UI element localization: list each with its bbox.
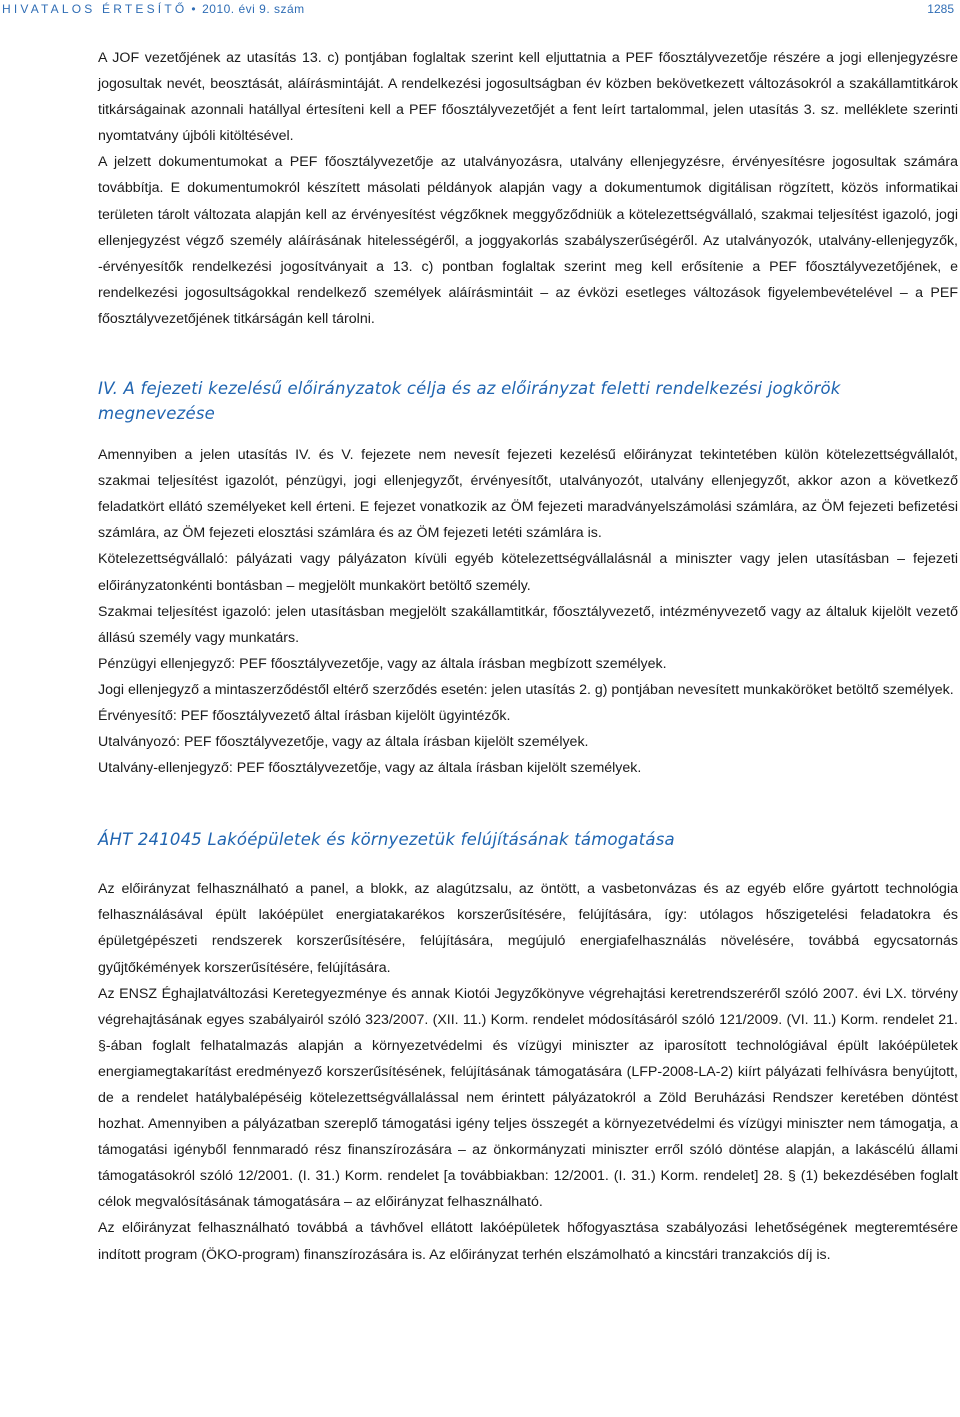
page-number: 1285 [927, 2, 954, 16]
definition-ervenyesito: Érvényesítő: PEF főosztályvezető által írásban kijelölt ügyintézők. [98, 707, 511, 724]
issue-label: 2010. évi 9. szám [202, 2, 305, 16]
header-left [2, 2, 305, 16]
definition-utalvanyozo: Utalványozó: PEF főosztályvezetője, vagy az általa írásban kijelölt személyek. [98, 734, 589, 751]
definition-penzugyi-ellenjegyzo: Pénzügyi ellenjegyző: PEF főosztályvezetője, vagy az általa írásban megbízott személyek. [98, 655, 667, 672]
running-header [0, 0, 960, 24]
section-iv-heading: IV. A fejezeti kezelésű előirányzatok célja és az előirányzat feletti rendelkezési jogkörök megnevezése [98, 379, 841, 424]
page-body [98, 45, 958, 1268]
separator-bullet: • [191, 2, 197, 16]
section-aht-heading: ÁHT 241045 Lakóépületek és környezetük felújításának támogatása [98, 830, 675, 850]
definition-jogi-ellenjegyzo: Jogi ellenjegyző a mintaszerződéstől eltérő szerződés esetén: jelen utasítás 2. g) pontjában nevesített munkaköröket betöltő személyek. [98, 681, 954, 698]
journal-title: HIVATALOS ÉRTESÍTŐ [2, 2, 188, 16]
intro-paragraph-2: A jelzett dokumentumokat a PEF főosztályvezetője az utalványozásra, utalvány ellenjegyzésre, érvényesítésre jogosultak számára továbbítja. E dokumentumokról készített másolati példányok alapján vagy a dokumentumok digitálisan rögzített, közös informatikai területen tárolt változata alapján kell az érvényesítést végzőknek meggyőződniük a kötelezettségvállaló, szakmai teljesítést igazoló, jogi ellenjegyzést végző személy aláírásának hitelességéről, a joggyakorlás szabályszerűségéről. Az utalványozók, utalvány-ellenjegyzők, -érvényesítők rendelkezési jogosítványait a 13. c) pontban foglaltak szerint meg kell erősítenie a PEF főosztályvezetőjének, e rendelkezési jogosultságokkal rendelkező személyek aláírásmintáit – az évközi esetleges változások figyelembevételével – a PEF főosztályvezetőjének titkárságán kell tárolni. [98, 154, 958, 327]
definition-utalvany-ellenjegyzo: Utalvány-ellenjegyző: PEF főosztályvezetője, vagy az általa írásban kijelölt személyek. [98, 760, 642, 777]
definition-szakmai-igazolo: Szakmai teljesítést igazoló: jelen utasításban megjelölt szakállamtitkár, főosztályvezető, intézményvezető vagy az általuk kijelölt vezető állású személy vagy munkatárs. [98, 603, 958, 646]
aht-paragraph-1: Az előirányzat felhasználható a panel, a blokk, az alagútzsalu, az öntött, a vasbetonvázas és az egyéb előre gyártott technológia felhasználásával épült lakóépület energiatakarékos korszerűsítésére, felújítására, így: utólagos hőszigetelési feladatokra és épületgépészeti rendszerek korszerűsítésére, felújítására, megújuló energiafelhasználás növelésére, továbbá egycsatornás gyűjtőkémények korszerűsítésére, felújítására. [98, 881, 958, 976]
intro-paragraph-1: A JOF vezetőjének az utasítás 13. c) pontjában foglaltak szerint kell eljuttatnia a PEF főosztályvezetője részére a jogi ellenjegyzésre jogosultak nevét, beosztását, aláírásmintáját. A rendelkezési jogosultságban év közben bekövetkezett változásokról a szakállamtitkárok titkárságainak azonnali hatállyal értesíteni kell a PEF főosztályvezetőjét a fent leírt tartalommal, jelen utasítás 3. sz. melléklete szerinti nyomtatvány újbóli kitöltésével. [98, 50, 958, 145]
definition-kotelezettsegvallalo: Kötelezettségvállaló: pályázati vagy pályázaton kívüli egyéb kötelezettségvállalásnál a miniszter vagy jelen utasításban – fejezeti előirányzatonkénti bontásban – megjelölt munkakört betöltő személy. [98, 551, 958, 594]
section-iv-paragraph: Amennyiben a jelen utasítás IV. és V. fejezete nem nevesít fejezeti kezelésű előirányzat tekintetében külön kötelezettségvállalót, szakmai teljesítést igazolót, pénzügyi, jogi ellenjegyzőt, érvényesítőt, utalványozót, utalvány ellenjegyzőt, akkor azon a következő feladatkört ellátó személyeket kell érteni. E fejezet vonatkozik az ÖM fejezeti maradványelszámolási számlára, az ÖM fejezeti befizetési számlára, az ÖM fejezeti elosztási számlára és az ÖM fejezeti letéti számlára is. [98, 447, 958, 542]
aht-paragraph-3: Az előirányzat felhasználható továbbá a távhővel ellátott lakóépületek hőfogyasztása szabályozási lehetőségének megteremtésére indított program (ÖKO-program) finanszírozására is. Az előirányzat terhén elszámolható a kincstári tranzakciós díj is. [98, 1220, 958, 1263]
aht-paragraph-2: Az ENSZ Éghajlatváltozási Keretegyezménye és annak Kiotói Jegyzőkönyve végrehajtási keretrendszeréről szóló 2007. évi LX. törvény végrehajtásának egyes szabályairól szóló 323/2007. (XII. 11.) Korm. rendelet módosításáról szóló 121/2009. (VI. 11.) Korm. rendelet 21. §-ában foglalt felhatalmazás alapján a környezetvédelmi és vízügyi miniszter az iparosított technológiával épült lakóépületek energiamegtakarítást eredményező korszerűsítésének, felújításának támogatására (LFP-2008-LA-2) kiírt pályázati felhívásra benyújtott, de a rendelet hatálybalépéséig kötelezettségvállalással nem érintett pályázatokról a Zöld Beruházási Rendszer keretében döntést hozhat. Amennyiben a pályázatban szereplő támogatási igény teljes összegét a környezetvédelmi és vízügyi miniszter nem támogatja, a támogatási igényből fennmaradó rész finanszírozására – az önkormányzati miniszter erről szóló döntése alapján, a lakáscélú állami támogatásokról szóló 12/2001. (I. 31.) Korm. rendelet [a továbbiakban: 12/2001. (I. 31.) Korm. rendelet] 28. § (1) bekezdésében foglalt célok megvalósításának támogatására – az előirányzat felhasználható. [98, 985, 958, 1211]
